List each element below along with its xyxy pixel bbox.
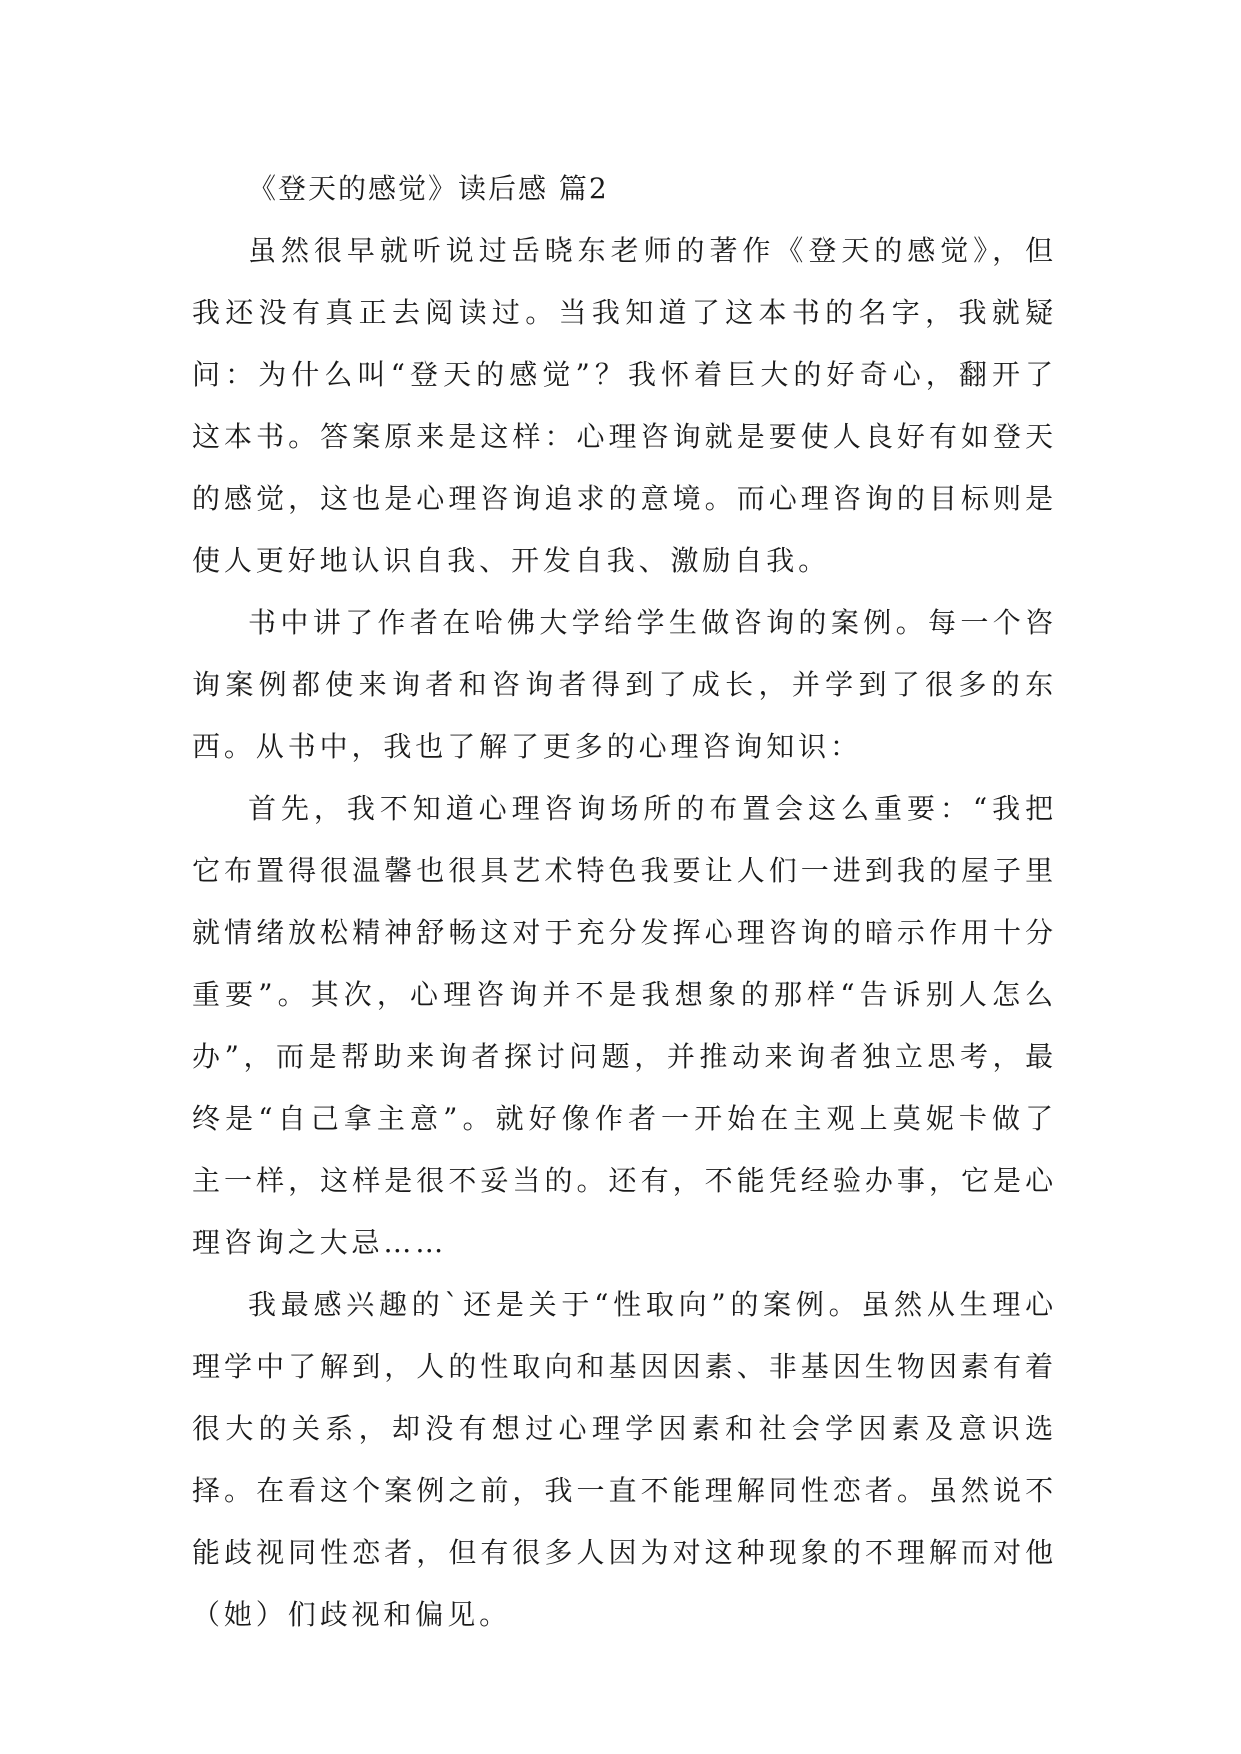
document-title: 《登天的感觉》读后感 篇2 <box>248 172 609 205</box>
paragraph-4: 我最感兴趣的`还是关于“性取向”的案例。虽然从生理心理学中了解到，人的性取向和基因因素、非基因生物因素有着很大的关系，却没有想过心理学因素和社会学因素及意识选择。在看这个案例之前，我一直不能理解同性恋者。虽然说不能歧视同性恋者，但有很多人因为对这种现象的不理解而对他（她）们歧视和偏见。 <box>192 1288 1057 1631</box>
paragraph-2: 书中讲了作者在哈佛大学给学生做咨询的案例。每一个咨询案例都使来询者和咨询者得到了成长，并学到了很多的东西。从书中，我也了解了更多的心理咨询知识： <box>192 606 1057 763</box>
paragraph-3: 首先，我不知道心理咨询场所的布置会这么重要：“我把它布置得很温馨也很具艺术特色我要让人们一进到我的屋子里就情绪放松精神舒畅这对于充分发挥心理咨询的暗示作用十分重要”。其次，心理咨询并不是我想象的那样“告诉别人怎么办”，而是帮助来询者探讨问题，并推动来询者独立思考，最终是“自己拿主意”。就好像作者一开始在主观上莫妮卡做了主一样，这样是很不妥当的。还有，不能凭经验办事，它是心理咨询之大忌…… <box>192 792 1057 1259</box>
paragraph-1: 虽然很早就听说过岳晓东老师的著作《登天的感觉》，但我还没有真正去阅读过。当我知道了这本书的名字，我就疑问：为什么叫“登天的感觉”？我怀着巨大的好奇心，翻开了这本书。答案原来是这样：心理咨询就是要使人良好有如登天的感觉，这也是心理咨询追求的意境。而心理咨询的目标则是使人更好地认识自我、开发自我、激励自我。 <box>192 234 1057 577</box>
document-body <box>192 158 1057 1646</box>
